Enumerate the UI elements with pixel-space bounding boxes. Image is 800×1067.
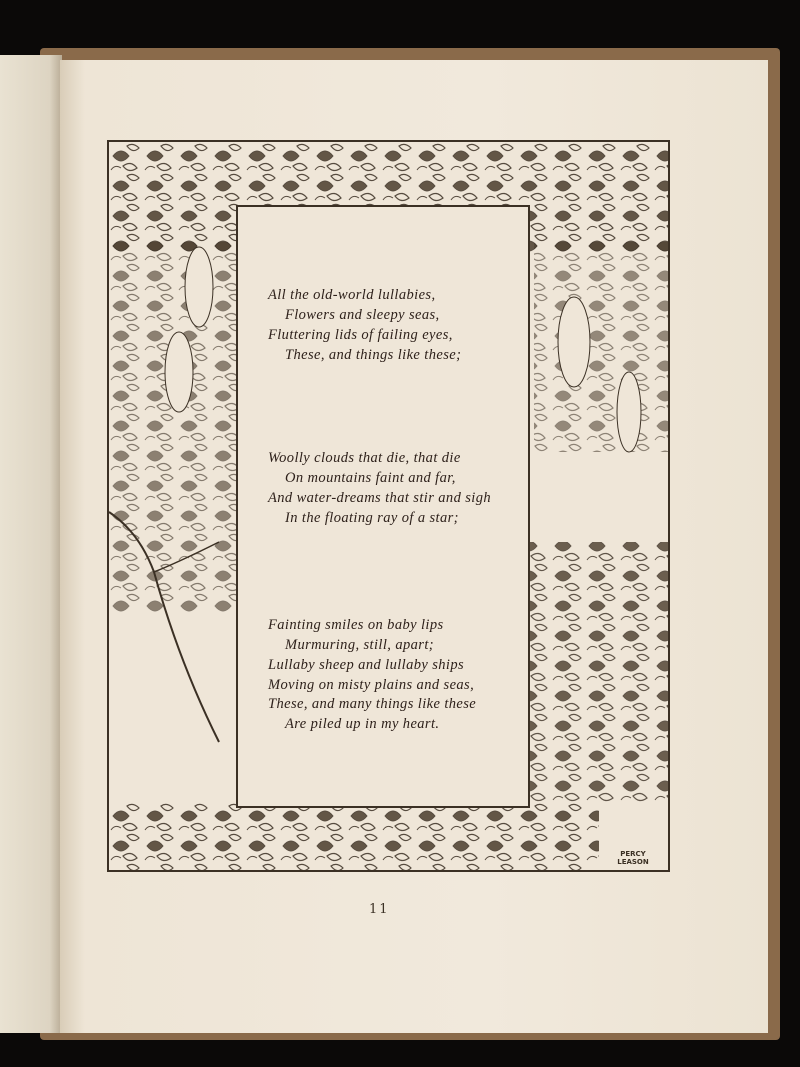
poem-line: Moving on misty plains and seas, xyxy=(268,677,475,693)
poem-line: Woolly clouds that die, that die xyxy=(268,450,461,466)
poem-line: Lullaby sheep and lullaby ships xyxy=(268,657,465,673)
left-page xyxy=(0,55,62,1033)
page-number: 11 xyxy=(369,902,390,917)
illustrator-signature: PERCY LEASON xyxy=(617,850,649,866)
poem-line: In the floating ray of a star; xyxy=(285,510,459,526)
poem-line: Murmuring, still, apart; xyxy=(285,637,434,653)
poem-line: All the old-world lullabies, xyxy=(268,287,436,303)
poem-line: Flowers and sleepy seas, xyxy=(285,307,440,323)
poem-line: Fainting smiles on baby lips xyxy=(268,617,444,633)
poem-line: These, and many things like these xyxy=(268,696,477,712)
poem-line: Are piled up in my heart. xyxy=(285,716,440,732)
poem-line: Fluttering lids of failing eyes, xyxy=(268,327,453,343)
poem-line: On mountains faint and far, xyxy=(285,470,456,486)
poem-line: These, and things like these; xyxy=(285,347,462,363)
poem-line: And water-dreams that stir and sigh xyxy=(268,490,492,506)
